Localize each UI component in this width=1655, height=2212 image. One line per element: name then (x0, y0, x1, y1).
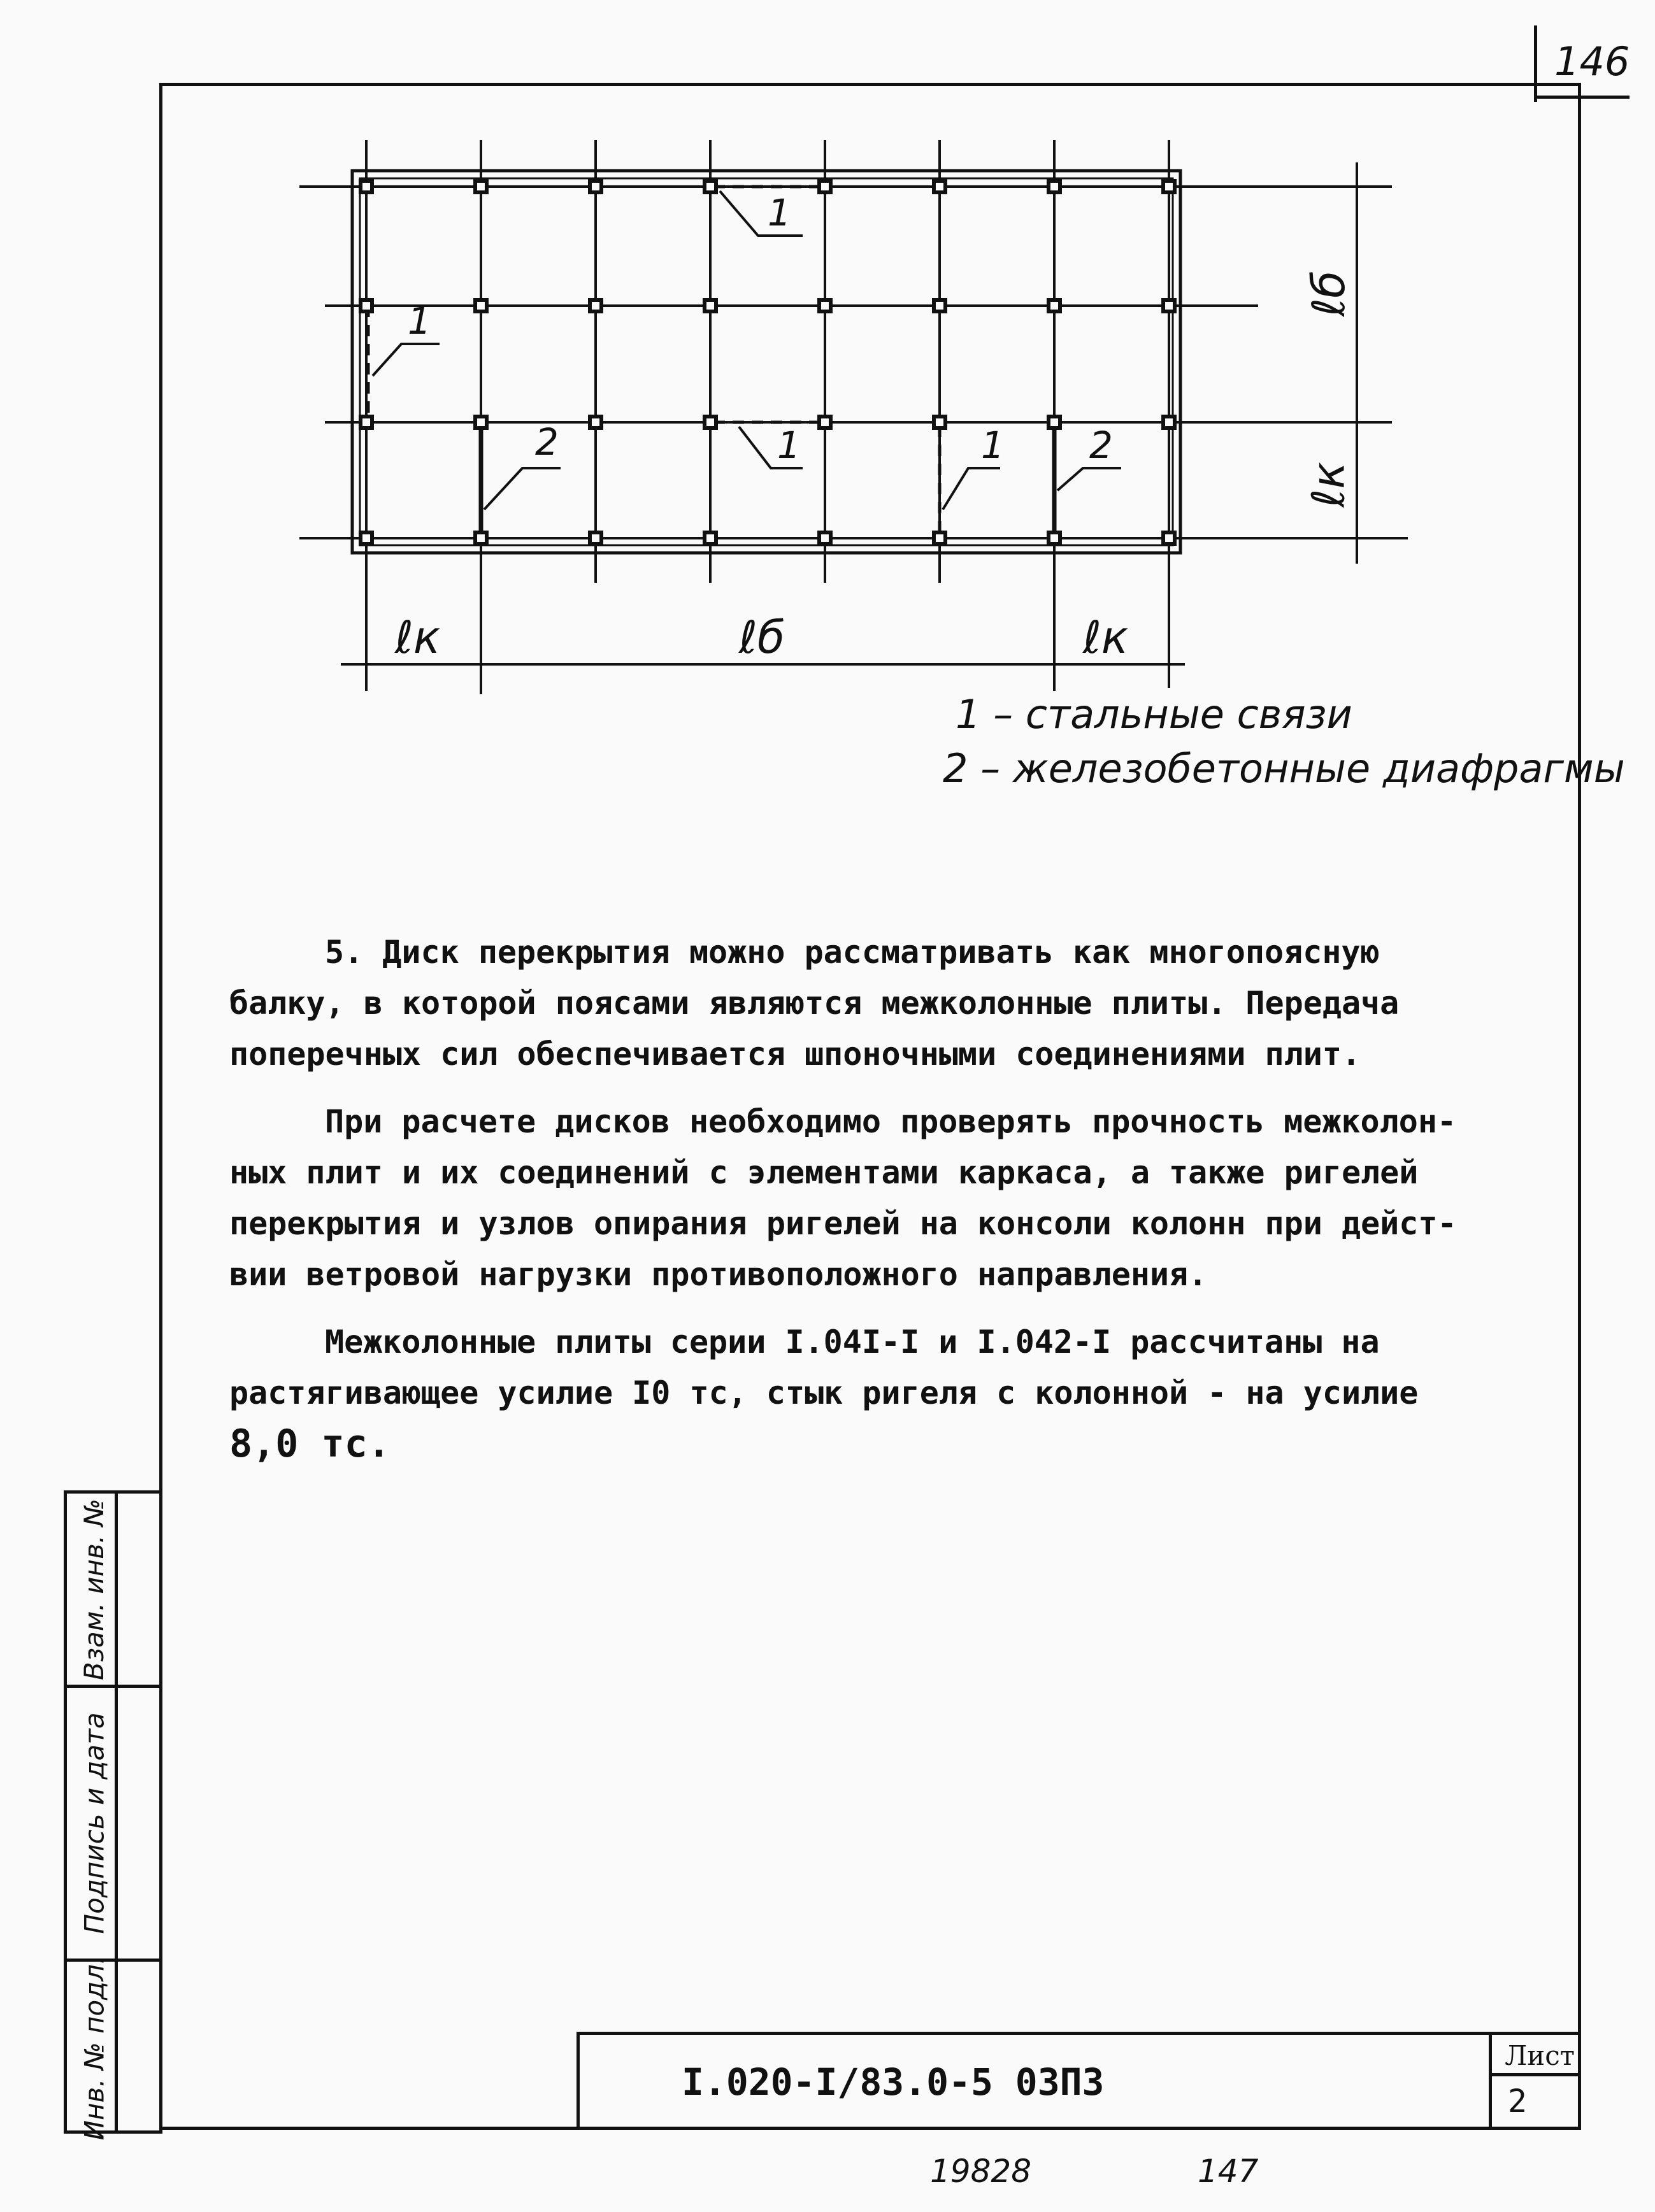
side-stamp (64, 1490, 162, 2140)
callout-label: 2 (535, 420, 559, 464)
column (1163, 417, 1175, 428)
dimension-label: ℓк (1302, 462, 1355, 508)
column (475, 181, 487, 192)
callout-leader (484, 468, 561, 510)
title-block-code: I.020-I/83.0-5 03П3 (682, 2060, 1105, 2104)
body-text (229, 927, 1472, 1486)
text-line: поперечных сил обеспечивается шпоночными соединениями плит. (229, 1036, 1361, 1073)
callout-leader (1057, 468, 1121, 490)
dimension-label: ℓб (739, 611, 785, 664)
sheet-number: 2 (1507, 2083, 1527, 2120)
column (1163, 532, 1175, 544)
side-stamp-label: Взам. инв. № (78, 1498, 110, 1680)
side-stamp-label: Инв. № подл. (78, 1955, 110, 2140)
column (590, 181, 601, 192)
text-line: При расчете дисков необходимо проверять прочность межколон- (325, 1103, 1457, 1140)
column (934, 181, 945, 192)
paragraph-plates (229, 1316, 1472, 1469)
side-stamp-label: Подпись и дата (78, 1712, 110, 1934)
column (705, 300, 716, 311)
column (705, 532, 716, 544)
column (590, 300, 601, 311)
sheet-label: Лист (1505, 2040, 1575, 2071)
callout-leader (943, 468, 1000, 510)
side-stamp-cell (72, 1955, 117, 2140)
column (705, 417, 716, 428)
column (819, 417, 831, 428)
callout-label: 1 (981, 424, 1005, 467)
callout-leader (373, 344, 440, 376)
callout-label: 1 (408, 299, 431, 343)
callout-label: 1 (777, 424, 801, 467)
column (819, 532, 831, 544)
legend-item: 2 – железобетонные диафрагмы (943, 745, 1625, 792)
text-line: 8,0 тс. (229, 1422, 390, 1466)
paragraph-calc (229, 1096, 1472, 1300)
column (590, 532, 601, 544)
column (1049, 417, 1060, 428)
side-stamp-cell (72, 1494, 117, 1685)
text-line: Межколонные плиты серии I.04I-I и I.042-I рассчитаны на (325, 1324, 1380, 1360)
column (705, 181, 716, 192)
paragraph-5 (229, 927, 1472, 1080)
page-number: 146 (1554, 38, 1630, 85)
footer-number: 147 (1198, 2153, 1259, 2190)
title-block-divider (1492, 2073, 1578, 2076)
column (934, 300, 945, 311)
floor-plan-diagram (0, 0, 1655, 764)
column (1049, 532, 1060, 544)
column (361, 417, 372, 428)
column (475, 417, 487, 428)
text-line: балку, в которой поясами являются межколонные плиты. Передача (229, 985, 1400, 1022)
column (1049, 300, 1060, 311)
text-line: перекрытия и узлов опирания ригелей на консоли колонн при дейст- (229, 1205, 1457, 1242)
text-line: 5. Диск перекрытия можно рассматривать как многопоясную (325, 934, 1380, 971)
column (934, 417, 945, 428)
column (934, 532, 945, 544)
column (590, 417, 601, 428)
callout-label: 1 (768, 191, 791, 234)
column (819, 181, 831, 192)
column (475, 300, 487, 311)
dimension-label: ℓб (1303, 270, 1356, 317)
column (1049, 181, 1060, 192)
footer-number: 19828 (930, 2153, 1032, 2190)
dimension-label: ℓк (395, 611, 441, 664)
column (819, 300, 831, 311)
text-line: растягивающее усилие I0 тс, стык ригеля с колонной - на усилие (229, 1374, 1419, 1411)
title-block (577, 2032, 1581, 2130)
text-line: ных плит и их соединений с элементами каркаса, а также ригелей (229, 1154, 1419, 1191)
column (1163, 300, 1175, 311)
column (361, 181, 372, 192)
column (1163, 181, 1175, 192)
callout-label: 2 (1089, 424, 1113, 467)
column (475, 532, 487, 544)
column (361, 300, 372, 311)
legend-item: 1 – стальные связи (956, 691, 1352, 738)
text-line: вии ветровой нагрузки противоположного направления. (229, 1256, 1208, 1293)
column (361, 532, 372, 544)
title-block-divider (1489, 2035, 1492, 2127)
side-stamp-cell (72, 1688, 117, 1959)
dimension-label: ℓк (1083, 611, 1129, 664)
